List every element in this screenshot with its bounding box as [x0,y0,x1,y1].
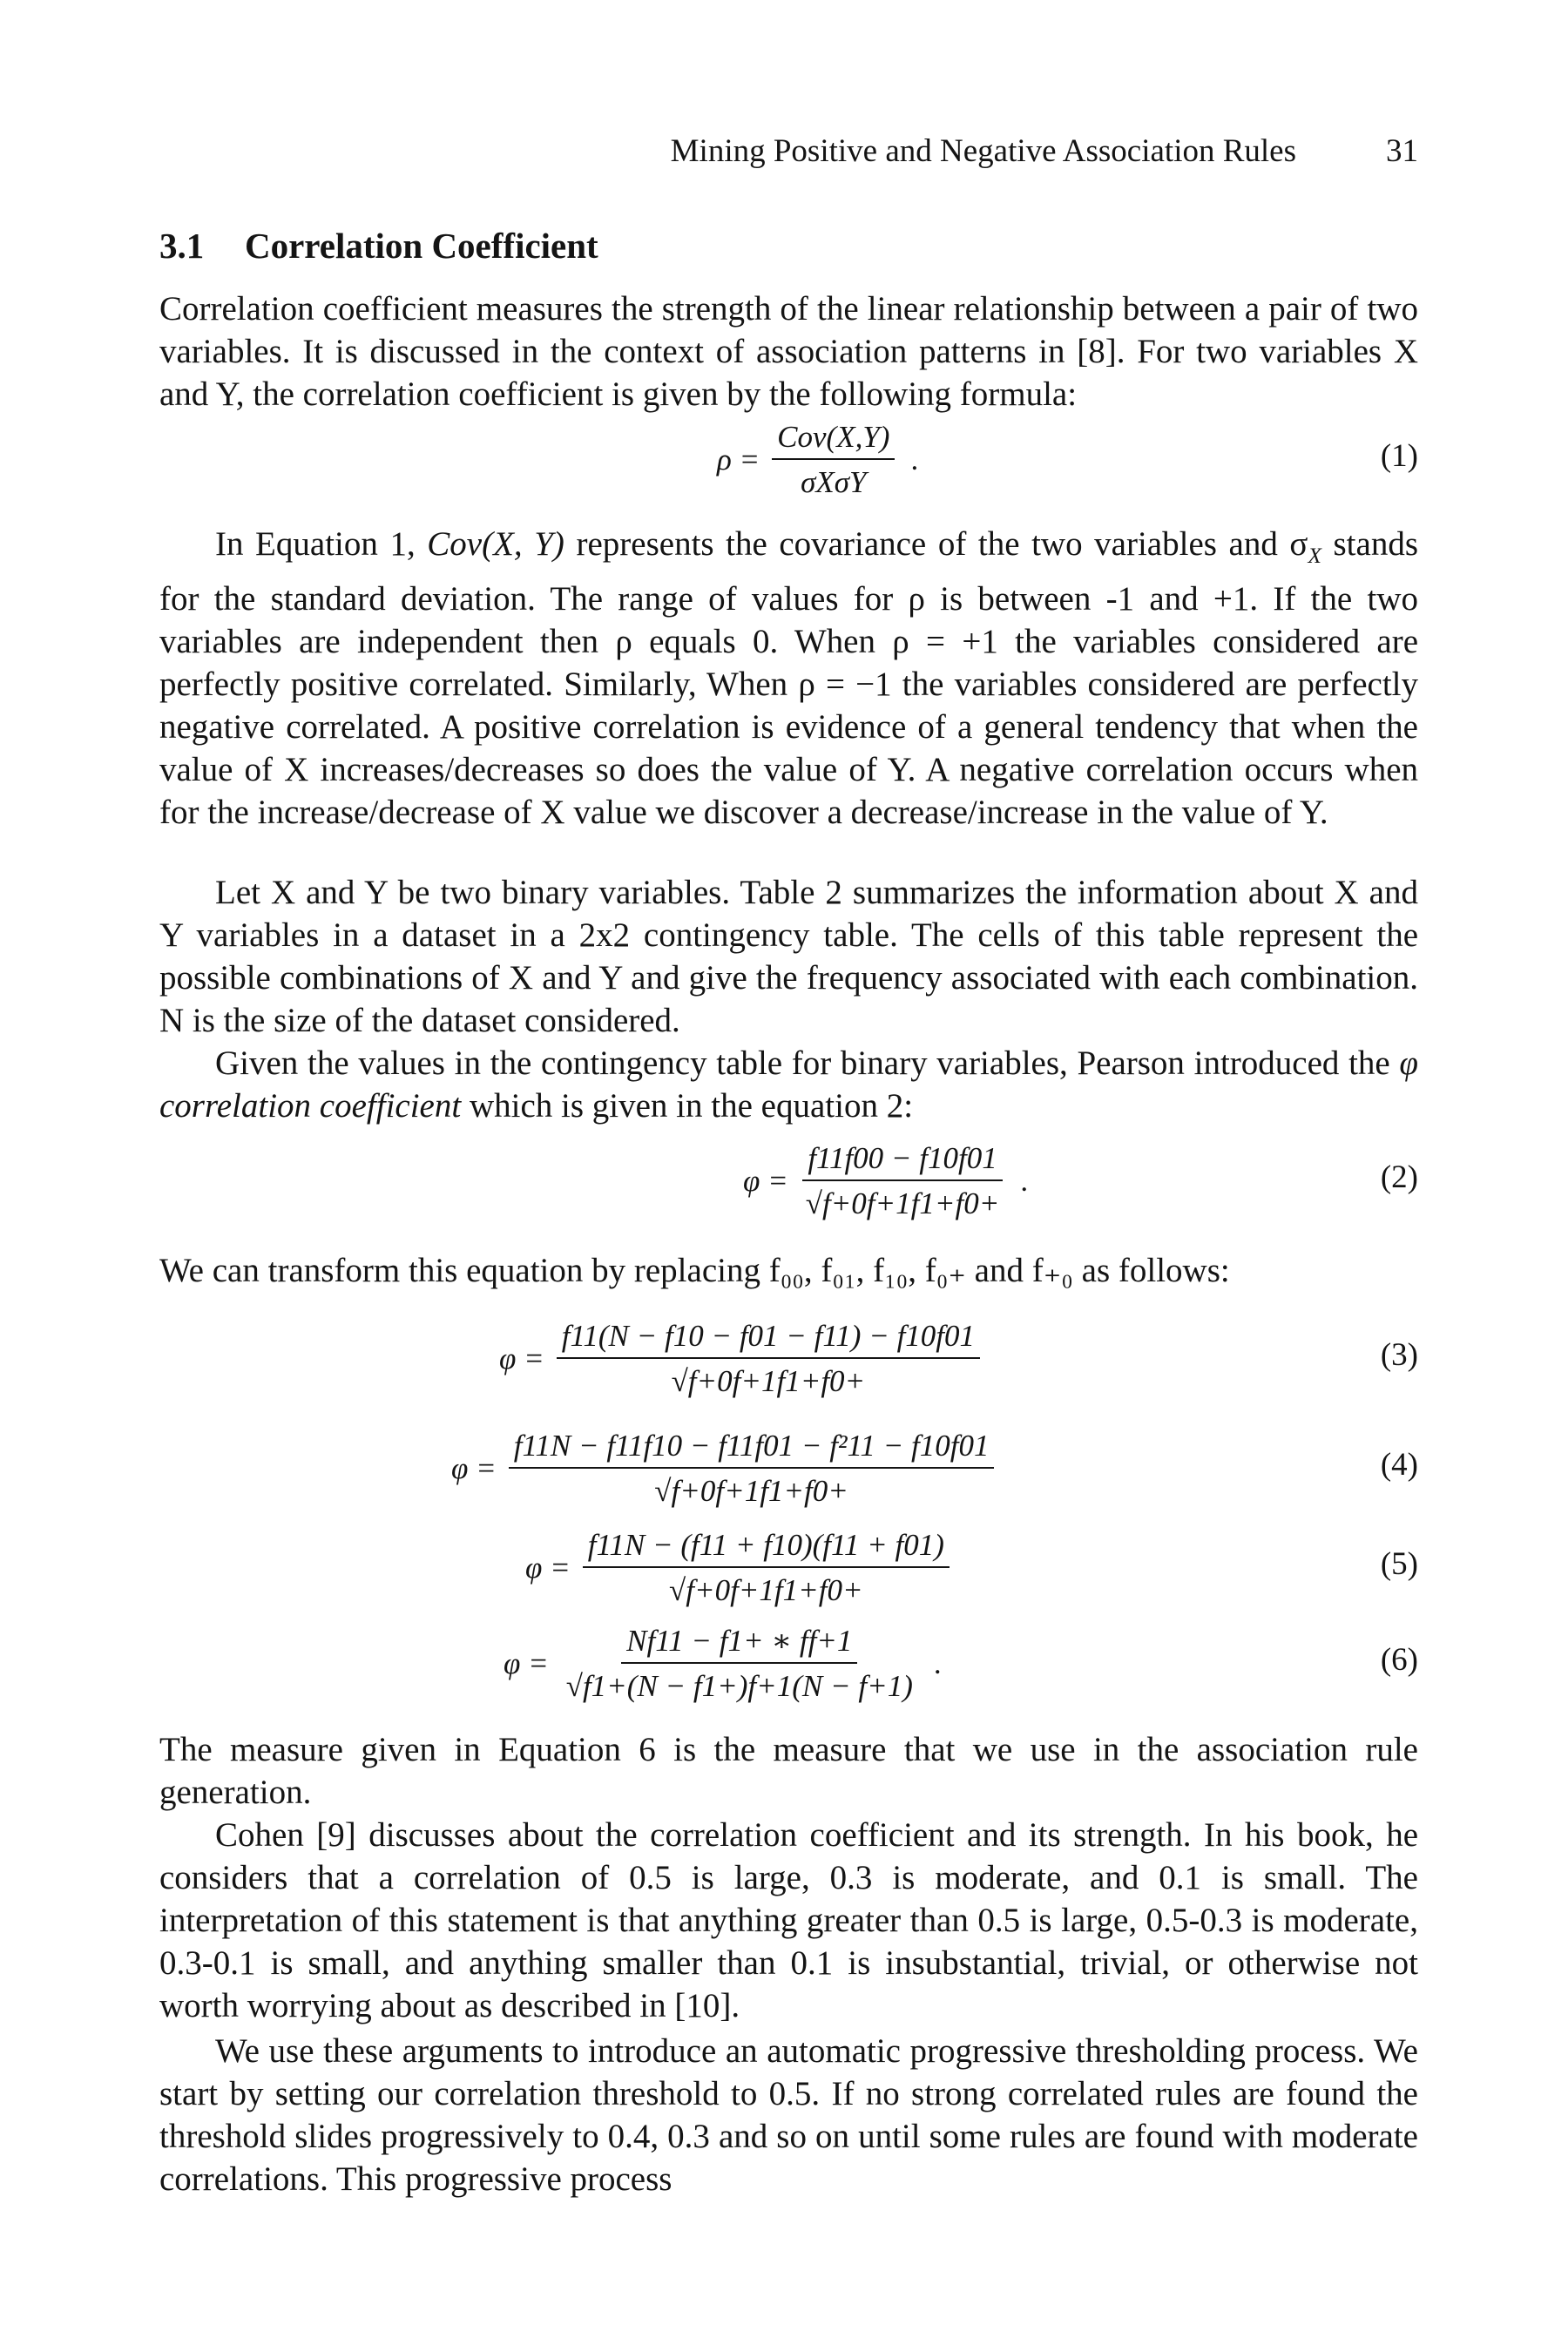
text-run: which is given in the equation 2: [461,1087,914,1125]
paragraph-transform: We can transform this equation by replacing f₀₀, f₀₁, f₁₀, f₀₊ and f₊₀ as follows: [159,1252,1230,1289]
equation-2 [159,1138,1418,1225]
subscript: X [1308,543,1321,568]
equation-1 [159,416,1418,504]
fraction [772,420,895,500]
paragraph-thresholding: We use these arguments to introduce an automatic progressive thresholding process. We start by setting our correlation threshold to 0.5. If no strong correlated rules are found the threshold slides progressively to 0.4, 0.3 and so on until some rules are found with moderate correlations. This progressive process [159,2032,1418,2198]
denominator: √f+0f+1f1+f0+ [805,1186,1000,1220]
denominator: √f+0f+1f1+f0+ [669,1573,863,1607]
section-heading [159,225,598,267]
numerator: f11(N − f10 − f01 − f11) − f10f01 [557,1319,980,1359]
equation-lhs: ρ = [717,443,760,476]
equation-lhs: φ = [499,1342,544,1375]
paragraph-cohen: Cohen [9] discusses about the correlation coefficient and its strength. In his book, he considers that a correlation of 0.5 is large, 0.3 is moderate, and 0.1 is small. The interpretation of this statement is that anything greater than 0.5 is large, 0.5-0.3 is moderate, 0.3-0.1 is small, and anything smaller than 0.1 is insubstantial, trivial, or otherwise not worth worrying about as described in [10]. [159,1816,1418,2024]
text-run: represents the covariance of the two variables and σ [564,525,1308,563]
paragraph-binary-variables: Let X and Y be two binary variables. Table 2 summarizes the information about X and Y variables in a dataset in a 2x2 contingency table. The cells of this table represent the possible combinations of X and Y and give the frequency associated with each combination. N is the size of the dataset considered. [159,874,1418,1039]
page-number: 31 [1386,133,1418,169]
fraction [509,1429,995,1509]
equation-lhs: φ = [743,1164,788,1198]
running-head [159,132,1418,176]
numerator: Nf11 − f1+ ∗ ff+1 [621,1624,857,1664]
fraction [801,1141,1005,1221]
paragraph-intro: Correlation coefficient measures the strength of the linear relationship between a pair of two variables. It is discussed in the context of association patterns in [8]. For two variables X and Y, the correlation coefficient is given by the following formula: [159,290,1418,413]
numerator: f11N − (f11 + f10)(f11 + f01) [583,1528,950,1568]
numerator: f11f00 − f10f01 [802,1141,1002,1181]
equation-lhs: φ = [504,1646,549,1680]
equation-number: (4) [1380,1447,1418,1483]
covariance-term: Cov(X, Y) [427,525,564,563]
phi-term: φ correlation coefficient [159,1044,1418,1125]
section-number: 3.1 [159,226,205,266]
equation-tail: . [1020,1164,1029,1198]
equation-number: (2) [1380,1159,1418,1195]
fraction [583,1528,950,1608]
equation-number: (6) [1380,1642,1418,1678]
running-title: Mining Positive and Negative Association Rules [670,133,1296,169]
section-title: Correlation Coefficient [245,226,598,266]
equation-number: (1) [1380,438,1418,474]
numerator: Cov(X,Y) [772,420,895,460]
paragraph-pearson [159,1042,1418,1127]
text-run: stands for the standard deviation. The range of values for ρ is between -1 and +1. If the two variables are independent then ρ equals 0. When ρ = +1 the variables considered are perfectly positive correlated. Similarly, When ρ = −1 the variables considered are perfectly negative correlated. A positive correlation is evidence of a general tendency that when the value of X increases/decreases so does the value of Y. A negative correlation occurs when for the increase/decrease of X value we discover a decrease/increase in the value of Y. [159,525,1418,831]
fraction [561,1624,918,1704]
denominator: √f+0f+1f1+f0+ [654,1474,848,1508]
denominator: √f1+(N − f1+)f+1(N − f+1) [565,1669,913,1703]
numerator: f11N − f11f10 − f11f01 − f²11 − f10f01 [509,1429,995,1469]
text-run: Given the values in the contingency table for binary variables, Pearson introduced the [215,1044,1400,1082]
equation-4 [159,1425,1418,1512]
equation-number: (5) [1380,1546,1418,1582]
equation-tail: . [910,443,919,476]
equation-tail: . [933,1646,942,1680]
equation-lhs: φ = [451,1451,497,1485]
equation-6 [159,1620,1418,1707]
fraction [557,1319,980,1399]
equation-5 [159,1524,1418,1612]
denominator: σXσY [801,465,867,499]
paragraph-covariance [159,523,1418,834]
paragraph-measure: The measure given in Equation 6 is the measure that we use in the association rule generation. [159,1731,1418,1811]
equation-3 [159,1315,1418,1402]
equation-lhs: φ = [525,1551,571,1585]
equation-number: (3) [1380,1337,1418,1373]
denominator: √f+0f+1f1+f0+ [671,1364,866,1398]
text-run: In Equation 1, [215,525,428,563]
